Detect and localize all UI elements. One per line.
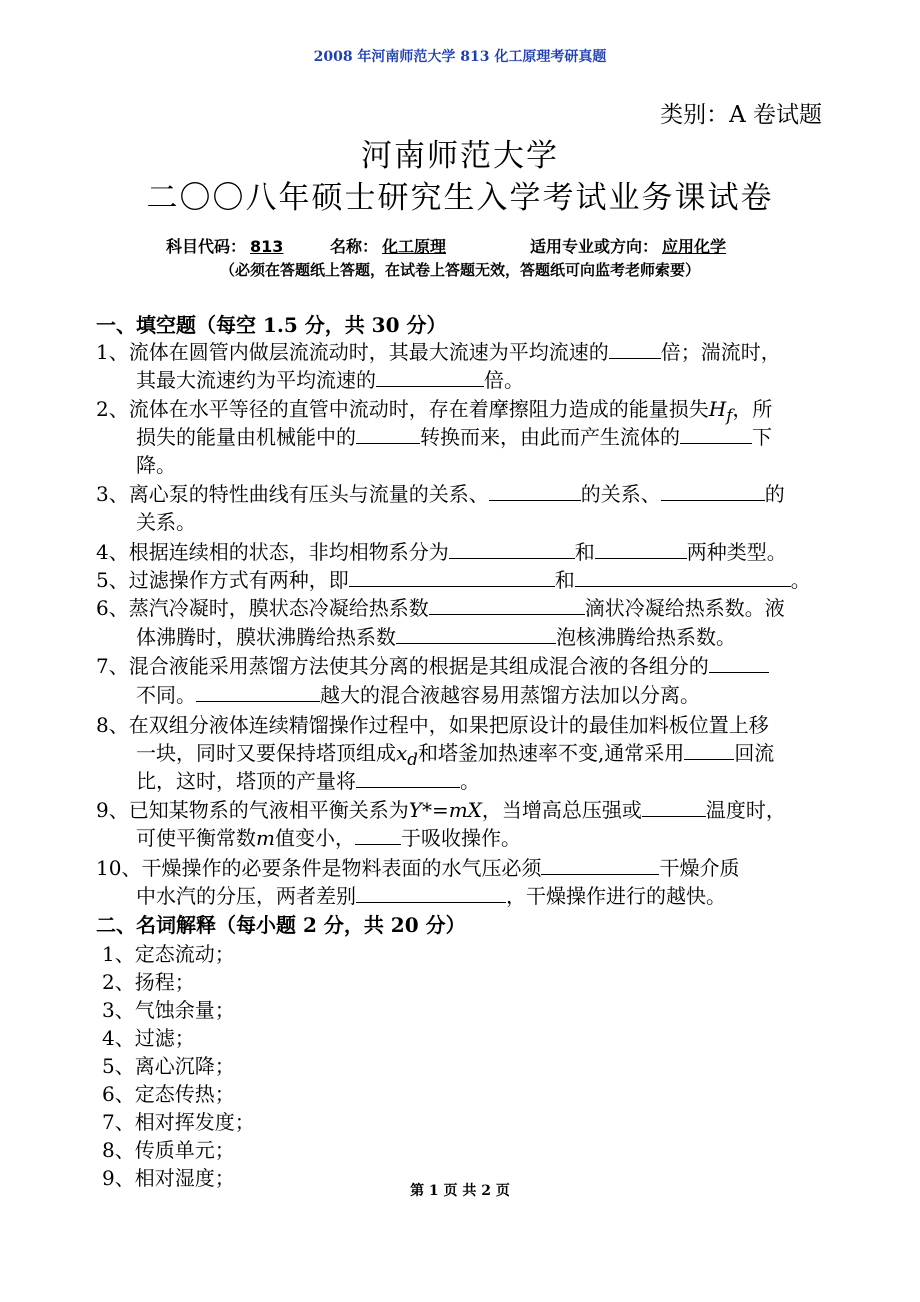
q9-text: 值变小，	[274, 826, 355, 850]
q6-blank-1	[429, 594, 585, 615]
term-item: 6、定态传热；	[102, 1082, 235, 1106]
q7-text: 越大的混合液越容易用蒸馏方法加以分离。	[320, 683, 700, 707]
q10-text: 干燥介质	[659, 856, 740, 880]
q1-line1	[96, 336, 781, 365]
q9-text: ，当增高总压强或	[481, 798, 642, 822]
q9-text: 可使平衡常数	[136, 826, 256, 850]
q7-text: 7、混合液能采用蒸馏方法使其分离的根据是其组成混合液的各组分的	[96, 654, 709, 678]
q7-blank-2	[196, 681, 320, 702]
q4-blank-1	[449, 538, 575, 559]
q2-text: ，所	[732, 397, 773, 421]
q1-text: 1、流体在圆管内做层流流动时，其最大流速为平均流速的	[96, 340, 609, 364]
q1-text: 倍；湍流时，	[660, 340, 781, 364]
q3-text: 的关系、	[580, 482, 661, 506]
q3-blank-1	[489, 480, 581, 501]
q8-blank-1	[684, 739, 734, 760]
q8-blank-2	[356, 767, 460, 788]
q7-text: 不同。	[136, 683, 196, 707]
q2-line2	[136, 421, 772, 450]
q8-text: 回流	[734, 741, 775, 765]
exam-category: 类别：A 卷试题	[660, 102, 822, 128]
subject-name-value: 化工原理	[382, 237, 447, 256]
subject-major-value: 应用化学	[662, 237, 727, 256]
q6-line1	[96, 592, 785, 621]
q8-line1: 8、在双组分液体连续精馏操作过程中，如果把原设计的最佳加料板位置上移	[96, 713, 769, 737]
page-header-title: 2008 年河南师范大学 813 化工原理考研真题	[313, 49, 607, 65]
subject-major	[530, 234, 730, 257]
q8-text: 一块，同时又要保持塔顶组成	[136, 741, 396, 765]
hf-symbol	[708, 397, 733, 425]
q7-line2	[136, 679, 700, 708]
term-item: 3、气蚀余量；	[102, 998, 235, 1022]
q10-text: ，干燥操作进行的越快。	[506, 884, 726, 908]
equilibrium-equation: Y*=mX	[408, 798, 482, 822]
q8-text: 和塔釜加热速率不变,通常采用	[417, 741, 685, 765]
q9-line1	[96, 794, 786, 823]
q4-line	[96, 536, 787, 565]
q5-text: 。	[790, 568, 811, 592]
subject-name-label: 名称：	[330, 237, 379, 256]
q8-text: 。	[460, 769, 480, 793]
q5-blank-1	[349, 566, 555, 587]
section1-title: 一、填空题（每空 1.5 分，共 30 分）	[96, 313, 447, 337]
q10-line1	[96, 852, 739, 881]
term-item: 9、相对湿度；	[102, 1166, 235, 1190]
q6-text: 滴状冷凝给热系数。液	[584, 596, 785, 620]
term-item: 1、定态流动；	[102, 942, 235, 966]
q1-blank-2	[376, 366, 484, 387]
q8-text: 比，这时，塔顶的产量将	[136, 769, 356, 793]
q2-blank-1	[356, 423, 420, 444]
subject-code-label: 科目代码：	[166, 237, 247, 256]
q10-line2	[136, 880, 726, 909]
q3-blank-2	[661, 480, 765, 501]
q9-text: 9、已知某物系的气液相平衡关系为	[96, 798, 409, 822]
q6-text: 6、蒸汽冷凝时，膜状态冷凝给热系数	[96, 596, 429, 620]
term-item: 7、相对挥发度；	[102, 1110, 255, 1134]
page-number: 第 1 页 共 2 页	[410, 1183, 510, 1199]
xd-symbol	[396, 741, 418, 769]
q9-text: 温度时，	[705, 798, 786, 822]
q3-text: 3、离心泵的特性曲线有压头与流量的关系、	[96, 482, 489, 506]
q7-blank-1	[709, 652, 769, 673]
q9-text: 于吸收操作。	[400, 826, 521, 850]
q2-blank-2	[680, 423, 752, 444]
q1-line2	[136, 364, 524, 393]
q3-line2: 关系。	[136, 510, 196, 534]
q2-text: 下	[752, 425, 772, 449]
q6-line2	[136, 621, 736, 650]
q3-line1	[96, 478, 785, 507]
university-name: 河南师范大学	[361, 138, 559, 174]
m-symbol: m	[256, 826, 275, 850]
q5-blank-2	[575, 566, 791, 587]
q7-line1	[96, 650, 769, 679]
q9-blank-2	[355, 824, 401, 845]
term-item: 8、传质单元；	[102, 1138, 235, 1162]
q4-text: 两种类型。	[686, 540, 787, 564]
q10-blank-2	[356, 882, 506, 903]
q4-text: 和	[574, 540, 595, 564]
xd-subscript: d	[407, 750, 418, 769]
answer-note: （必须在答题纸上答题，在试卷上答题无效，答题纸可向监考老师索要）	[219, 261, 700, 279]
q6-text: 泡核沸腾给热系数。	[556, 625, 736, 649]
subject-major-label: 适用专业或方向：	[530, 237, 659, 256]
hf-subscript: f	[726, 406, 733, 425]
q2-line3: 降。	[136, 453, 176, 477]
q5-text: 和	[554, 568, 575, 592]
q9-line2	[136, 822, 521, 851]
q1-text: 倍。	[484, 368, 524, 392]
q8-line3	[136, 765, 480, 794]
exam-title: 二〇〇八年硕士研究生入学考试业务课试卷	[146, 180, 774, 216]
term-item: 2、扬程；	[102, 970, 195, 994]
section2-title: 二、名词解释（每小题 2 分，共 20 分）	[96, 913, 466, 937]
subject-code-value: 813	[250, 237, 284, 256]
q10-text: 10、干燥操作的必要条件是物料表面的水气压必须	[96, 856, 542, 880]
q2-text: 转换而来，由此而产生流体的	[420, 425, 680, 449]
q4-text: 4、根据连续相的状态，非均相物系分为	[96, 540, 449, 564]
q9-blank-1	[642, 796, 706, 817]
subject-code	[166, 234, 287, 257]
q2-text: 损失的能量由机械能中的	[136, 425, 356, 449]
q5-line	[96, 564, 811, 593]
q1-blank-1	[609, 338, 661, 359]
q2-text: 2、流体在水平等径的直管中流动时，存在着摩擦阻力造成的能量损失	[96, 397, 709, 421]
q1-text: 其最大流速约为平均流速的	[136, 368, 376, 392]
q4-blank-2	[595, 538, 687, 559]
q5-text: 5、过滤操作方式有两种，即	[96, 568, 349, 592]
subject-name	[330, 234, 450, 257]
q10-text: 中水汽的分压，两者差别	[136, 884, 356, 908]
term-item: 5、离心沉降；	[102, 1054, 235, 1078]
q3-text: 的	[764, 482, 785, 506]
q6-blank-2	[396, 623, 556, 644]
hf-letter: H	[708, 397, 727, 421]
xd-letter: x	[396, 741, 408, 765]
q10-blank-1	[541, 854, 659, 875]
term-item: 4、过滤；	[102, 1026, 195, 1050]
q6-text: 体沸腾时，膜状沸腾给热系数	[136, 625, 396, 649]
